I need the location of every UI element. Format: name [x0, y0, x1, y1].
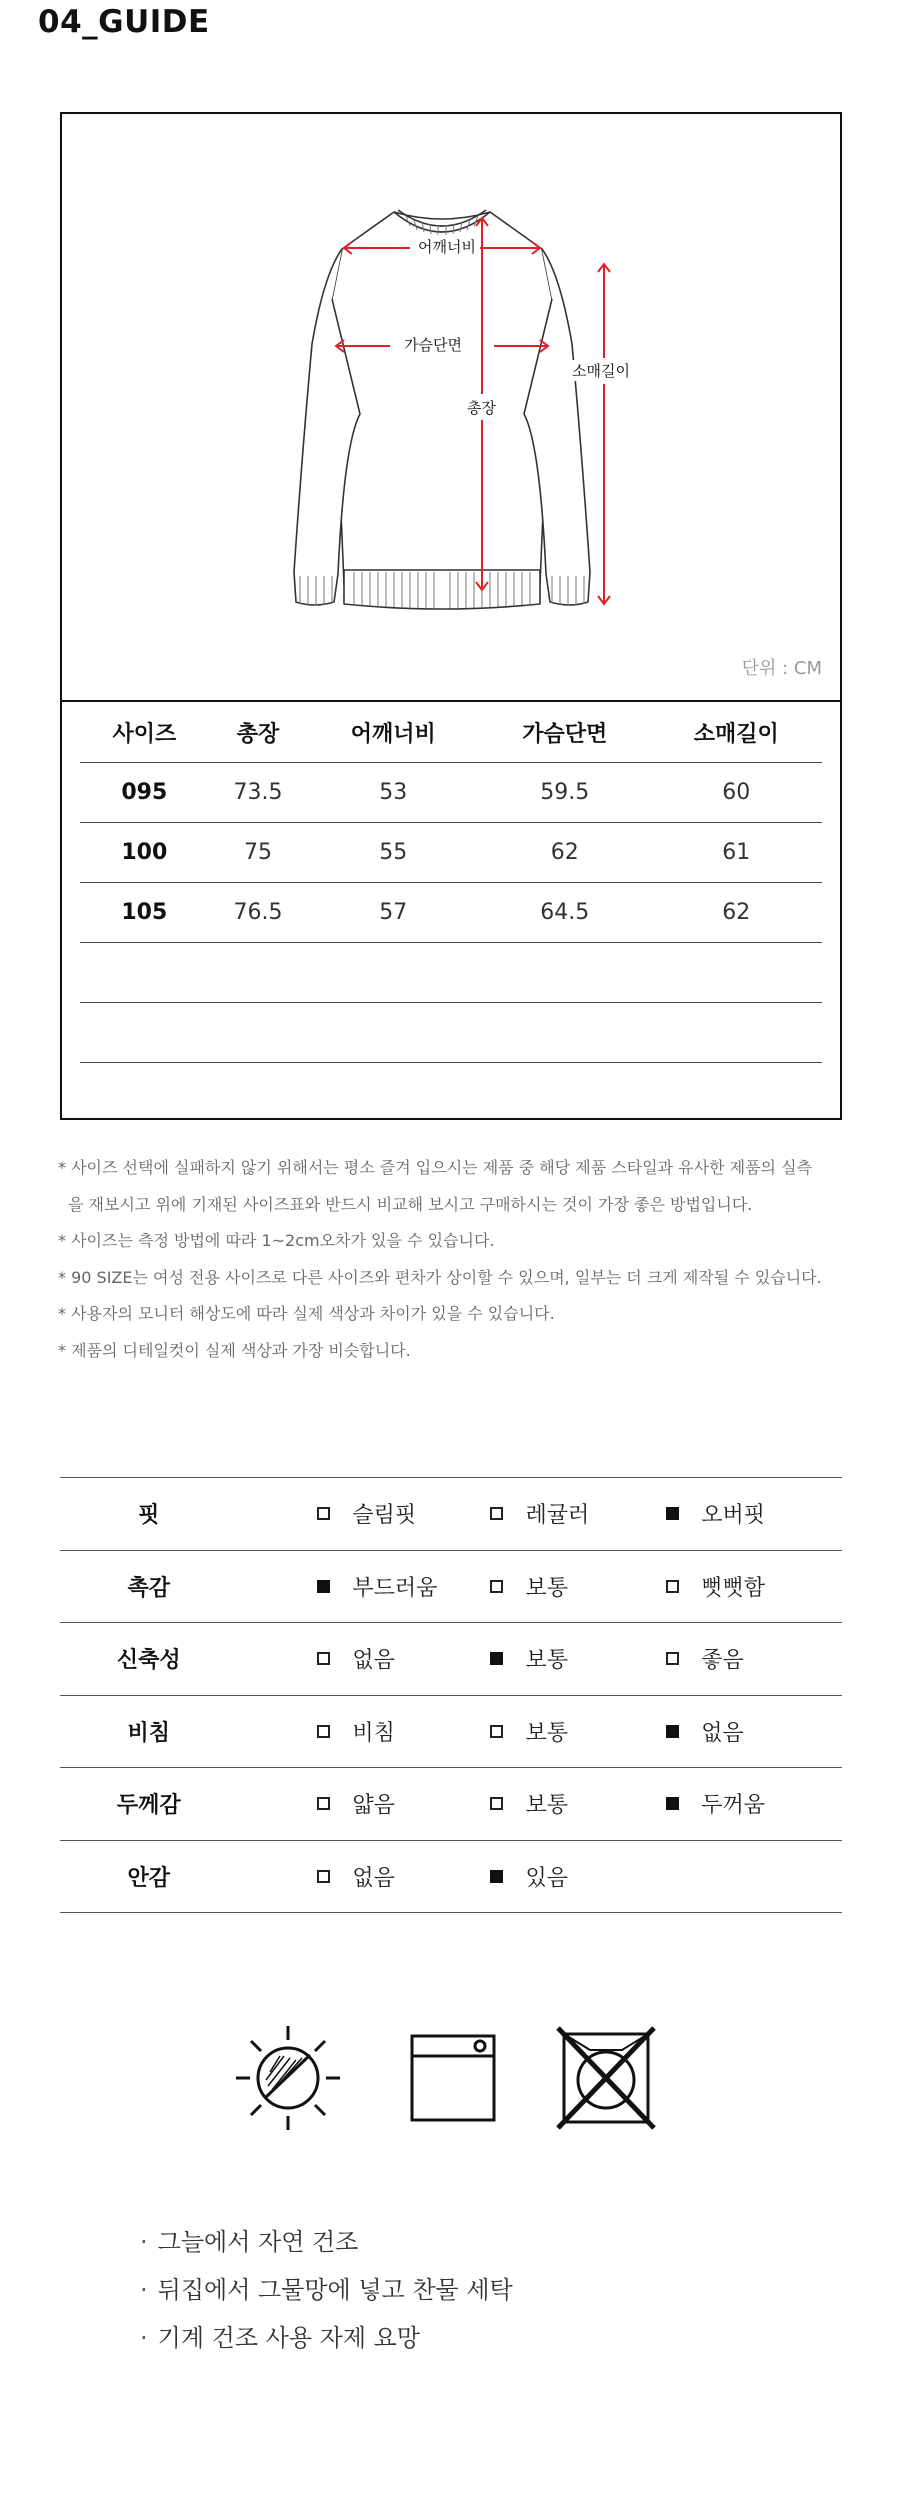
fit-row: [60, 1840, 842, 1913]
checkbox-icon: [317, 1507, 330, 1520]
length-label: 총장: [467, 399, 496, 417]
sweatshirt-diagram: [62, 114, 840, 700]
checkbox-icon: [317, 1870, 330, 1883]
sleeve-label: 소매길이: [572, 362, 630, 380]
note-line: * 90 SIZE는 여성 전용 사이즈로 다른 사이즈와 편차가 상이할 수 있으며, 일부는 더 크게 제작될 수 있습니다.: [58, 1267, 822, 1287]
option-label: 얇음: [352, 1793, 395, 1819]
option-label: 보통: [525, 1575, 568, 1601]
option-label: 보통: [525, 1648, 568, 1674]
empty-row: [80, 1002, 822, 1062]
option-label: 없음: [352, 1648, 395, 1674]
option-label: 두꺼움: [701, 1793, 765, 1819]
fit-row: [60, 1623, 842, 1696]
shoulder-cell: 57: [307, 882, 479, 942]
list-item: · 뒤집에서 그물망에 넣고 찬물 세탁: [140, 2276, 513, 2304]
checkbox-icon: [666, 1652, 679, 1665]
tumble-dry-icon: [400, 2022, 500, 2134]
option: [490, 1768, 666, 1841]
option-label: 오버핏: [701, 1503, 765, 1529]
do-not-dry-clean-icon: [550, 2022, 662, 2134]
option-label: 좋음: [701, 1648, 744, 1674]
table-row: [80, 882, 822, 942]
checkbox-icon: [490, 1580, 503, 1593]
list-item: · 기계 건조 사용 자제 요망: [140, 2324, 420, 2352]
size-cell: 100: [80, 822, 209, 882]
option-label: 슬림핏: [352, 1503, 417, 1529]
empty-row: [80, 1062, 822, 1122]
size-notes: [58, 1150, 858, 1369]
table-row: [80, 762, 822, 822]
checkbox-icon: [666, 1797, 679, 1810]
shade-dry-icon: [232, 2022, 344, 2134]
care-icons: [232, 2022, 672, 2132]
length-cell: 76.5: [209, 882, 308, 942]
note-line: * 제품의 디테일컷이 실제 색상과 가장 비슷합니다.: [58, 1340, 411, 1360]
option: [666, 1623, 842, 1696]
sleeve-cell: 62: [650, 882, 822, 942]
checkbox-icon: [666, 1507, 679, 1520]
header-chest: 가슴단면: [479, 704, 651, 762]
attribute-label: 두께감: [60, 1768, 237, 1841]
checkbox-icon: [490, 1725, 503, 1738]
option: [237, 1840, 490, 1913]
option-label: 없음: [352, 1865, 395, 1891]
note-line: * 사용자의 모니터 해상도에 따라 실제 색상과 차이가 있을 수 있습니다.: [58, 1304, 555, 1323]
chest-label: 가슴단면: [400, 334, 466, 355]
table-row: [80, 822, 822, 882]
checkbox-icon: [317, 1797, 330, 1810]
checkbox-icon: [317, 1580, 330, 1593]
chest-cell: 59.5: [479, 762, 651, 822]
care-instructions: [140, 2218, 513, 2362]
note-line: * 사이즈는 측정 방법에 따라 1~2cm오차가 있을 수 있습니다.: [58, 1231, 495, 1250]
option: [237, 1550, 490, 1623]
option: [490, 1695, 666, 1768]
care-text: 뒤집에서 그물망에 넣고 찬물 세탁: [157, 2276, 513, 2304]
size-cell: 095: [80, 762, 209, 822]
header-sleeve: 소매길이: [650, 704, 822, 762]
option: [237, 1478, 490, 1551]
header-shoulder: 어깨너비: [307, 704, 479, 762]
checkbox-icon: [490, 1652, 503, 1665]
checkbox-icon: [666, 1580, 679, 1593]
checkbox-icon: [490, 1507, 503, 1520]
option-label: 부드러움: [352, 1575, 438, 1601]
attribute-label: 안감: [60, 1840, 237, 1913]
list-item: · 그늘에서 자연 건조: [140, 2228, 359, 2256]
option: [490, 1623, 666, 1696]
fit-row: [60, 1550, 842, 1623]
fit-table: [60, 1477, 842, 1913]
shoulder-cell: 55: [307, 822, 479, 882]
shoulder-cell: 53: [307, 762, 479, 822]
care-text: 기계 건조 사용 자제 요망: [157, 2324, 420, 2352]
header-size: 사이즈: [80, 704, 209, 762]
garment-illustration: [62, 114, 840, 700]
attribute-label: 핏: [60, 1478, 237, 1551]
attribute-label: 신축성: [60, 1623, 237, 1696]
length-cell: 73.5: [209, 762, 308, 822]
option-label: 있음: [525, 1865, 568, 1891]
sleeve-cell: 60: [650, 762, 822, 822]
divider: [62, 700, 840, 702]
shoulder-label: 어깨너비: [414, 236, 480, 257]
chest-cell: 64.5: [479, 882, 651, 942]
note-line: 을 재보시고 위에 기재된 사이즈표와 반드시 비교해 보시고 구매하시는 것이 가장 좋은 방법입니다.: [68, 1194, 753, 1214]
option-label: 레귤러: [525, 1503, 590, 1529]
unit-label: 단위 : CM: [741, 658, 822, 679]
sweatshirt-outline: [294, 210, 590, 609]
option: [490, 1478, 666, 1551]
option: [237, 1623, 490, 1696]
option: [666, 1695, 842, 1768]
option: [666, 1768, 842, 1841]
option: [490, 1840, 666, 1913]
checkbox-icon: [666, 1725, 679, 1738]
option-label: 보통: [525, 1793, 568, 1819]
chest-cell: 62: [479, 822, 651, 882]
size-guide-box: [60, 112, 842, 1120]
size-table-header: [80, 704, 822, 762]
sleeve-cell: 61: [650, 822, 822, 882]
option-empty: [666, 1840, 842, 1913]
option-label: 보통: [525, 1720, 568, 1746]
fit-row: [60, 1768, 842, 1841]
checkbox-icon: [490, 1797, 503, 1810]
attribute-label: 촉감: [60, 1550, 237, 1623]
option-label: 비침: [352, 1720, 395, 1746]
option: [666, 1550, 842, 1623]
header-length: 총장: [209, 704, 308, 762]
option-label: 뻣뻣함: [701, 1575, 765, 1601]
empty-row: [80, 942, 822, 1002]
guide-title: 04_GUIDE: [38, 4, 210, 40]
checkbox-icon: [317, 1652, 330, 1665]
fit-row: [60, 1478, 842, 1551]
fit-row: [60, 1695, 842, 1768]
attribute-label: 비침: [60, 1695, 237, 1768]
size-cell: 105: [80, 882, 209, 942]
option-label: 없음: [701, 1720, 744, 1746]
length-cell: 75: [209, 822, 308, 882]
note-line: * 사이즈 선택에 실패하지 않기 위해서는 평소 즐겨 입으시는 제품 중 해당 제품 스타일과 유사한 제품의 실측: [58, 1158, 812, 1177]
care-text: 그늘에서 자연 건조: [157, 2228, 359, 2256]
checkbox-icon: [490, 1870, 503, 1883]
option: [237, 1695, 490, 1768]
option: [666, 1478, 842, 1551]
size-table: [80, 704, 822, 1122]
option: [237, 1768, 490, 1841]
checkbox-icon: [317, 1725, 330, 1738]
option: [490, 1550, 666, 1623]
